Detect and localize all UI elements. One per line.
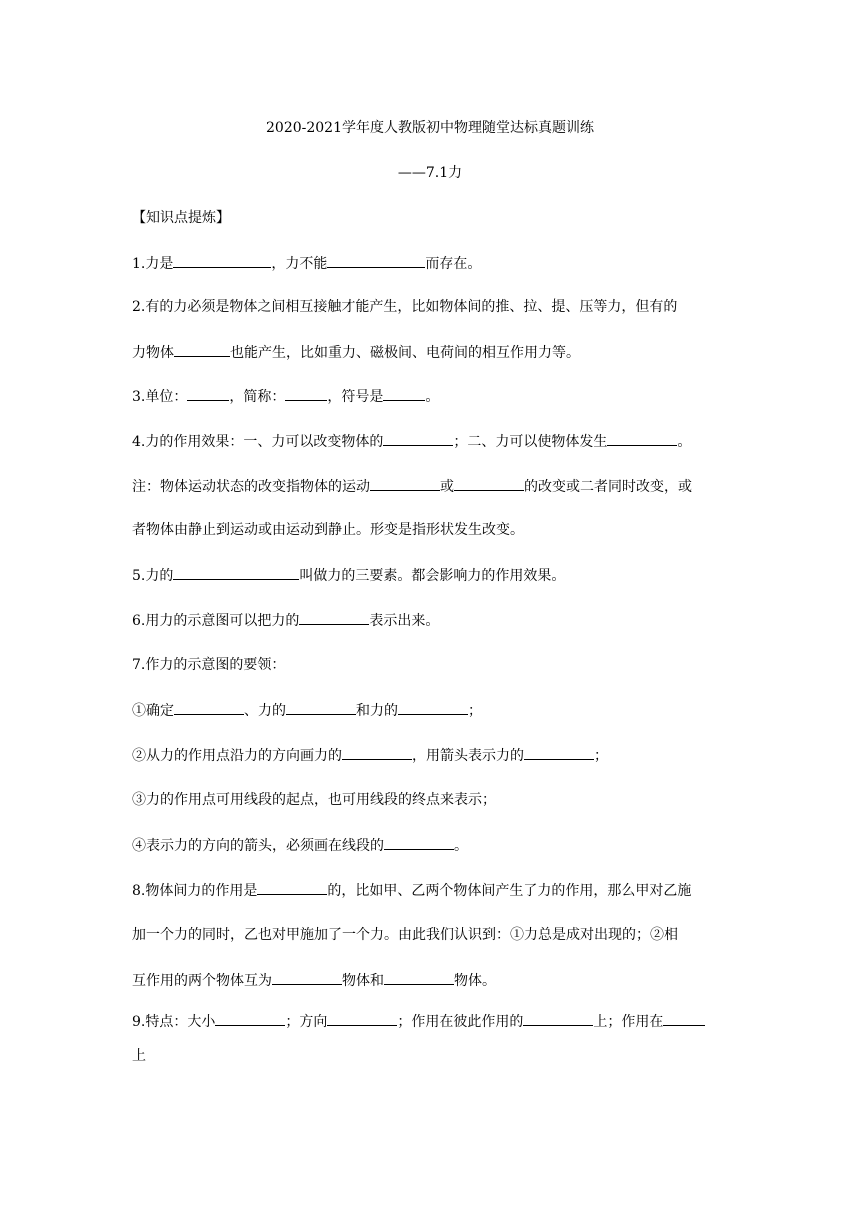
blank: [607, 431, 677, 446]
blank: [370, 476, 440, 491]
item-1: 1.力是 ，力不能 而存在。: [132, 253, 732, 274]
blank: [285, 386, 327, 401]
item-7: 7.作力的示意图的要领：: [132, 657, 286, 673]
blank: [454, 476, 524, 491]
blank: [342, 745, 412, 760]
blank: [327, 253, 425, 268]
blank: [398, 700, 468, 715]
blank: [384, 970, 454, 985]
blank: [173, 253, 271, 268]
item-9-line-1: 9.特点：大小 ；方向 ；作用在彼此作用的 上；作用在: [132, 1011, 732, 1032]
blank: [286, 700, 356, 715]
blank: [383, 386, 425, 401]
section-heading: 【知识点提炼】: [132, 210, 230, 226]
blank: [174, 700, 244, 715]
item-5: 5.力的 叫做力的三要素。都会影响力的作用效果。: [132, 565, 732, 586]
blank: [187, 386, 229, 401]
item-8-line-3: 互作用的两个物体互为 物体和 物体。: [132, 970, 732, 991]
blank: [215, 1011, 285, 1026]
blank: [299, 610, 369, 625]
item-8-line-2: 加一个力的同时，乙也对甲施加了一个力。由此我们认识到：①力总是成对出现的；②相: [132, 927, 678, 943]
item-2-line-2: 力物体 也能产生，比如重力、磁极间、电荷间的相互作用力等。: [132, 342, 732, 363]
blank: [383, 431, 453, 446]
item-6: 6.用力的示意图可以把力的 表示出来。: [132, 610, 732, 631]
item-3: 3.单位： ，简称： ，符号是 。: [132, 386, 732, 407]
item-9-line-2: 上: [132, 1048, 146, 1064]
item-4: 4.力的作用效果：一、力可以改变物体的 ；二、力可以使物体发生 。: [132, 431, 732, 452]
item-7-step-1: ①确定 、力的 和力的 ；: [132, 700, 732, 721]
item-7-step-4: ④表示力的方向的箭头，必须画在线段的 。: [132, 835, 732, 856]
blank: [663, 1011, 705, 1026]
blank: [524, 745, 594, 760]
item-4-note-line-2: 者物体由静止到运动或由运动到静止。形变是指形状发生改变。: [132, 522, 524, 538]
blank: [327, 1011, 397, 1026]
blank: [257, 880, 327, 895]
item-7-step-2: ②从力的作用点沿力的方向画力的 ，用箭头表示力的 ；: [132, 745, 732, 766]
blank: [384, 835, 454, 850]
item-7-step-3: ③力的作用点可用线段的起点，也可用线段的终点来表示；: [132, 792, 496, 808]
blank: [173, 565, 299, 580]
blank: [272, 970, 342, 985]
blank: [523, 1011, 593, 1026]
doc-subtitle: ——7.1力: [397, 165, 463, 181]
item-8-line-1: 8.物体间力的作用是 的，比如甲、乙两个物体间产生了力的作用，那么甲对乙施: [132, 880, 732, 901]
item-2-line-1: 2.有的力必须是物体之间相互接触才能产生，比如物体间的推、拉、提、压等力，但有的: [132, 299, 678, 315]
blank: [174, 342, 230, 357]
item-4-note-line-1: 注：物体运动状态的改变指物体的运动 或 的改变或二者同时改变，或: [132, 476, 732, 497]
doc-title: 2020-2021学年度人教版初中物理随堂达标真题训练: [266, 120, 594, 136]
